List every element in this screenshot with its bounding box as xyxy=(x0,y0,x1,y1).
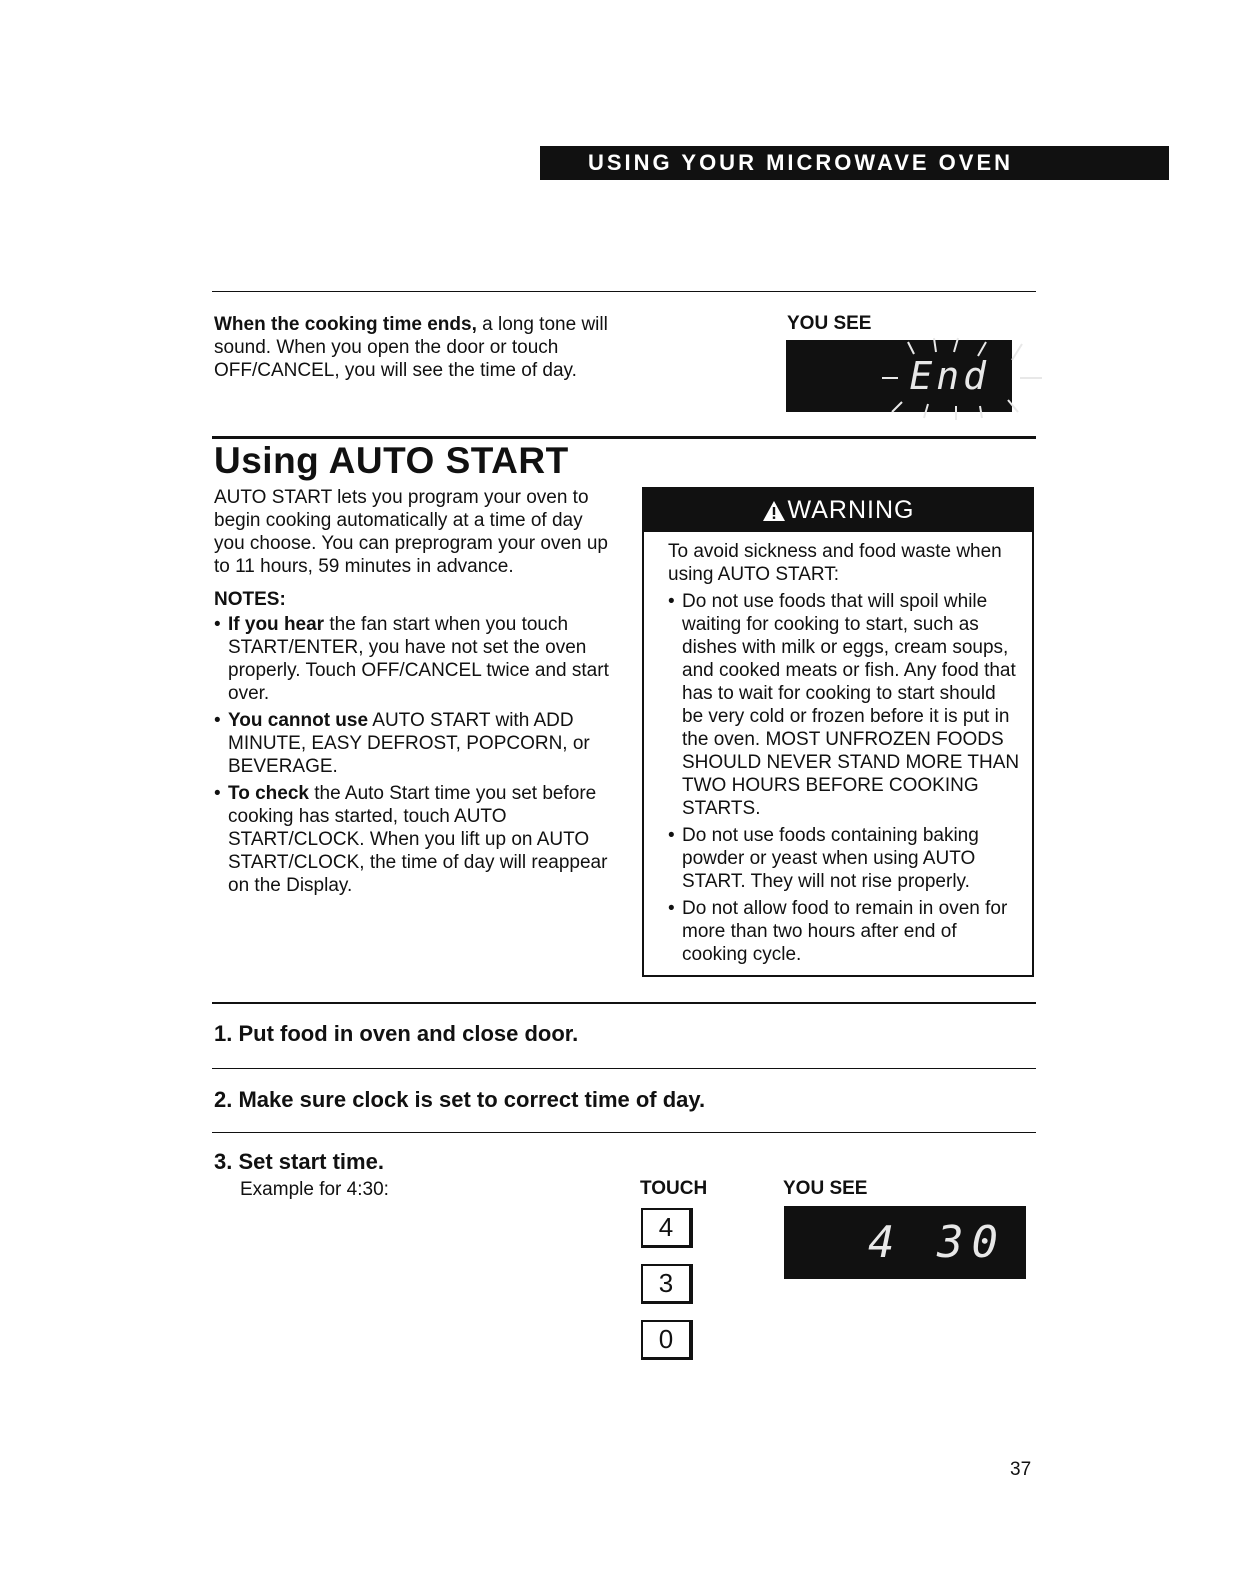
notes-list xyxy=(214,613,614,901)
touch-label: TOUCH xyxy=(640,1178,708,1199)
notes-label: NOTES: xyxy=(214,589,286,610)
note-item xyxy=(214,709,614,778)
key-4-button[interactable]: 4 xyxy=(641,1208,693,1248)
step1-divider xyxy=(212,1002,1036,1004)
end-display-text: End xyxy=(909,354,990,398)
step2-divider xyxy=(212,1068,1036,1069)
you-see-label-bottom: YOU SEE xyxy=(783,1178,868,1199)
warning-item: • Do not use foods containing baking powder or yeast when using AUTO START. They will not rise properly. xyxy=(668,824,1020,893)
top-divider xyxy=(212,291,1036,292)
section-header-title: USING YOUR MICROWAVE OVEN xyxy=(588,150,1014,175)
step-1: 1. Put food in oven and close door. xyxy=(214,1021,579,1046)
note-lead: To check xyxy=(228,783,309,804)
warning-box xyxy=(642,487,1034,977)
note-item xyxy=(214,782,614,897)
note-lead: If you hear xyxy=(228,614,325,635)
warning-item: • Do not allow food to remain in oven for more than two hours after end of cooking cycle. xyxy=(668,897,1020,966)
key-3-button[interactable]: 3 xyxy=(641,1264,693,1304)
warning-item: • Do not use foods that will spoil while waiting for cooking to start, such as dishes with milk or eggs, cream soups, and cooked meats or fish. Any food that has to wait for cooking to start should be very cold or frozen before it is put in the oven. MOST UNFROZEN FOODS SHOULD NEVER STAND MORE THAN TWO HOURS BEFORE COOKING STARTS. xyxy=(668,590,1020,820)
key-0-button[interactable]: 0 xyxy=(641,1320,693,1360)
step3-divider xyxy=(212,1132,1036,1133)
cooking-end-text: a long tone will sound. When you open the door or touch OFF/CANCEL, you will see the time of day. xyxy=(214,314,608,381)
step-3: 3. Set start time. xyxy=(214,1149,384,1174)
step-3-example: Example for 4:30: xyxy=(240,1179,389,1200)
page-number: 37 xyxy=(1010,1459,1032,1480)
note-text: AUTO START with ADD MINUTE, EASY DEFROST, POPCORN, or BEVERAGE. xyxy=(228,710,590,777)
warning-body xyxy=(644,532,1032,966)
step-2: 2. Make sure clock is set to correct time of day. xyxy=(214,1087,706,1112)
note-text: the Auto Start time you set before cooking has started, touch AUTO START/CLOCK. When you lift up on AUTO START/CLOCK, the time of day will reappear on the Display. xyxy=(228,783,608,896)
warning-triangle-icon xyxy=(762,500,786,522)
note-item xyxy=(214,613,614,705)
auto-start-intro: AUTO START lets you program your oven to begin cooking automatically at a time of day you choose. You can preprogram your oven up to 11 hours, 59 minutes in advance. xyxy=(214,487,608,577)
time-display-text: 4 30 xyxy=(868,1217,1006,1268)
time-display xyxy=(784,1206,1026,1279)
cooking-end-lead: When the cooking time ends, xyxy=(214,314,477,335)
warning-title: WARNING xyxy=(787,496,915,524)
warning-header xyxy=(644,489,1032,532)
you-see-label-top: YOU SEE xyxy=(787,313,872,334)
cooking-end-paragraph xyxy=(214,313,624,382)
note-text: the fan start when you touch START/ENTER, you have not set the oven properly. Touch OFF/CANCEL twice and start over. xyxy=(228,614,609,704)
section-header-bar xyxy=(540,146,1169,180)
section-title: Using AUTO START xyxy=(214,440,569,481)
section-divider xyxy=(212,436,1036,439)
end-display xyxy=(786,340,1012,412)
warning-intro: To avoid sickness and food waste when using AUTO START: xyxy=(668,541,1002,585)
warning-list xyxy=(668,590,1020,966)
note-lead: You cannot use xyxy=(228,710,369,731)
